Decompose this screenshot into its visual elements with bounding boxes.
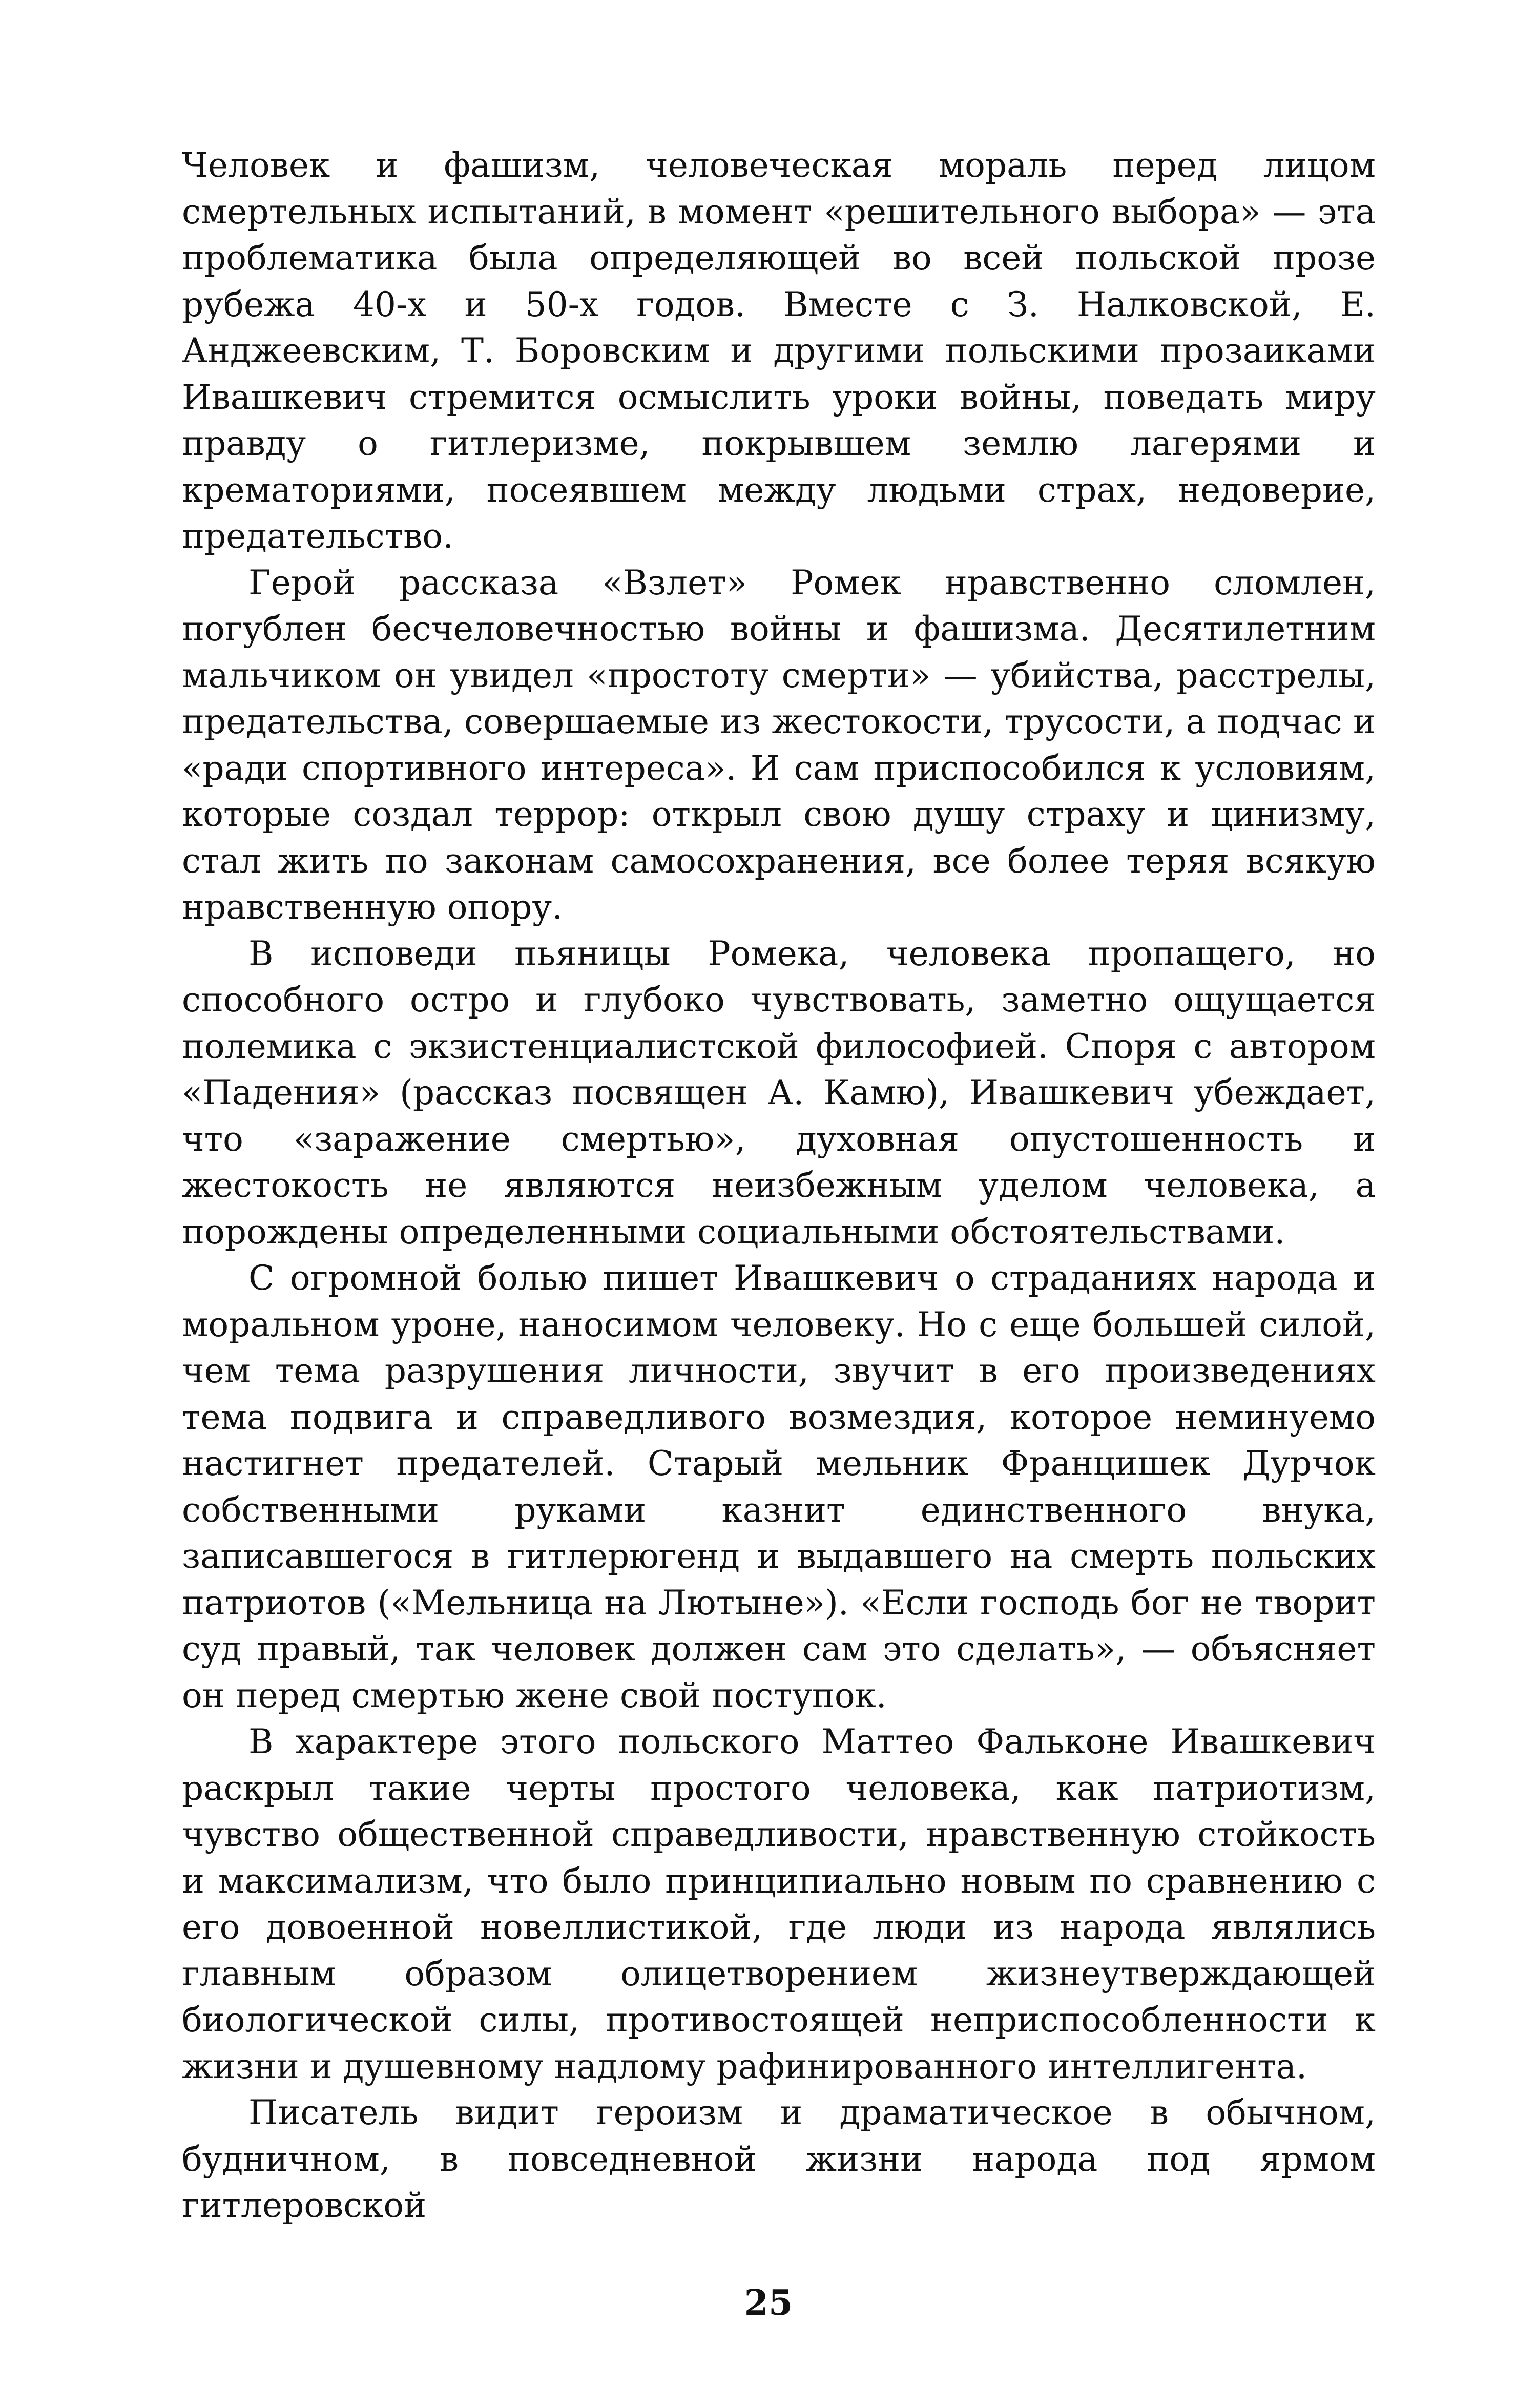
body-text (182, 142, 1376, 2229)
paragraph-1: Человек и фашизм, человеческая мораль перед лицом смертельных испытаний, в момент «решительного выбора» — эта проблематика была определяющей во всей польской прозе рубежа 40-х и 50-х годов. Вместе с З. Налковской, Е. Анджеевским, Т. Боровским и другими польскими прозаиками Ивашкевич стремится осмыслить уроки войны, поведать миру правду о гитлеризме, покрывшем землю лагерями и крематориями, посеявшем между людьми страх, недоверие, предательство. (182, 146, 1376, 556)
paragraph-6: Писатель видит героизм и драматическое в обычном, будничном, в повседневной жизни народа под ярмом гитлеровской (182, 2093, 1376, 2225)
paragraph-2: Герой рассказа «Взлет» Ромек нравственно сломлен, погублен бесчеловечностью войны и фашизма. Десятилетним мальчиком он увидел «простоту смерти» — убийства, расстрелы, предательства, совершаемые из жестокости, трусости, а подчас и «ради спортивного интереса». И сам приспособился к условиям, которые создал террор: открыл свою душу страху и цинизму, стал жить по законам самосохранения, все более теряя всякую нравственную опору. (182, 563, 1376, 927)
paragraph-5: В характере этого польского Маттео Фальконе Ивашкевич раскрыл такие черты простого человека, как патриотизм, чувство общественной справедливости, нравственную стойкость и максимализм, что было принципиально новым по сравнению с его довоенной новеллистикой, где люди из народа являлись главным образом олицетворением жизнеутверждающей биологической силы, противостоящей неприспособленности к жизни и душевному надлому рафинированного интеллигента. (182, 1722, 1376, 2086)
paragraph-4: С огромной болью пишет Ивашкевич о страданиях народа и моральном уроне, наносимом человеку. Но с еще большей силой, чем тема разрушения личности, звучит в его произведениях тема подвига и справедливого возмездия, которое неминуемо настигнет предателей. Старый мельник Францишек Дурчок собственными руками казнит единственного внука, записавшегося в гитлерюгенд и выдавшего на смерть польских патриотов («Мельница на Лютыне»). «Если господь бог не творит суд правый, так человек должен сам это сделать», — объясняет он перед смертью жене свой поступок. (182, 1258, 1376, 1715)
paragraph-3: В исповеди пьяницы Ромека, человека пропащего, но способного остро и глубоко чувствовать, заметно ощущается полемика с экзистенциалистской философией. Споря с автором «Падения» (рассказ посвящен А. Камю), Ивашкевич убеждает, что «заражение смертью», духовная опустошенность и жестокость не являются неизбежным уделом человека, а порождены определенными социальными обстоятельствами. (182, 933, 1376, 1252)
page-number: 25 (744, 2282, 793, 2323)
